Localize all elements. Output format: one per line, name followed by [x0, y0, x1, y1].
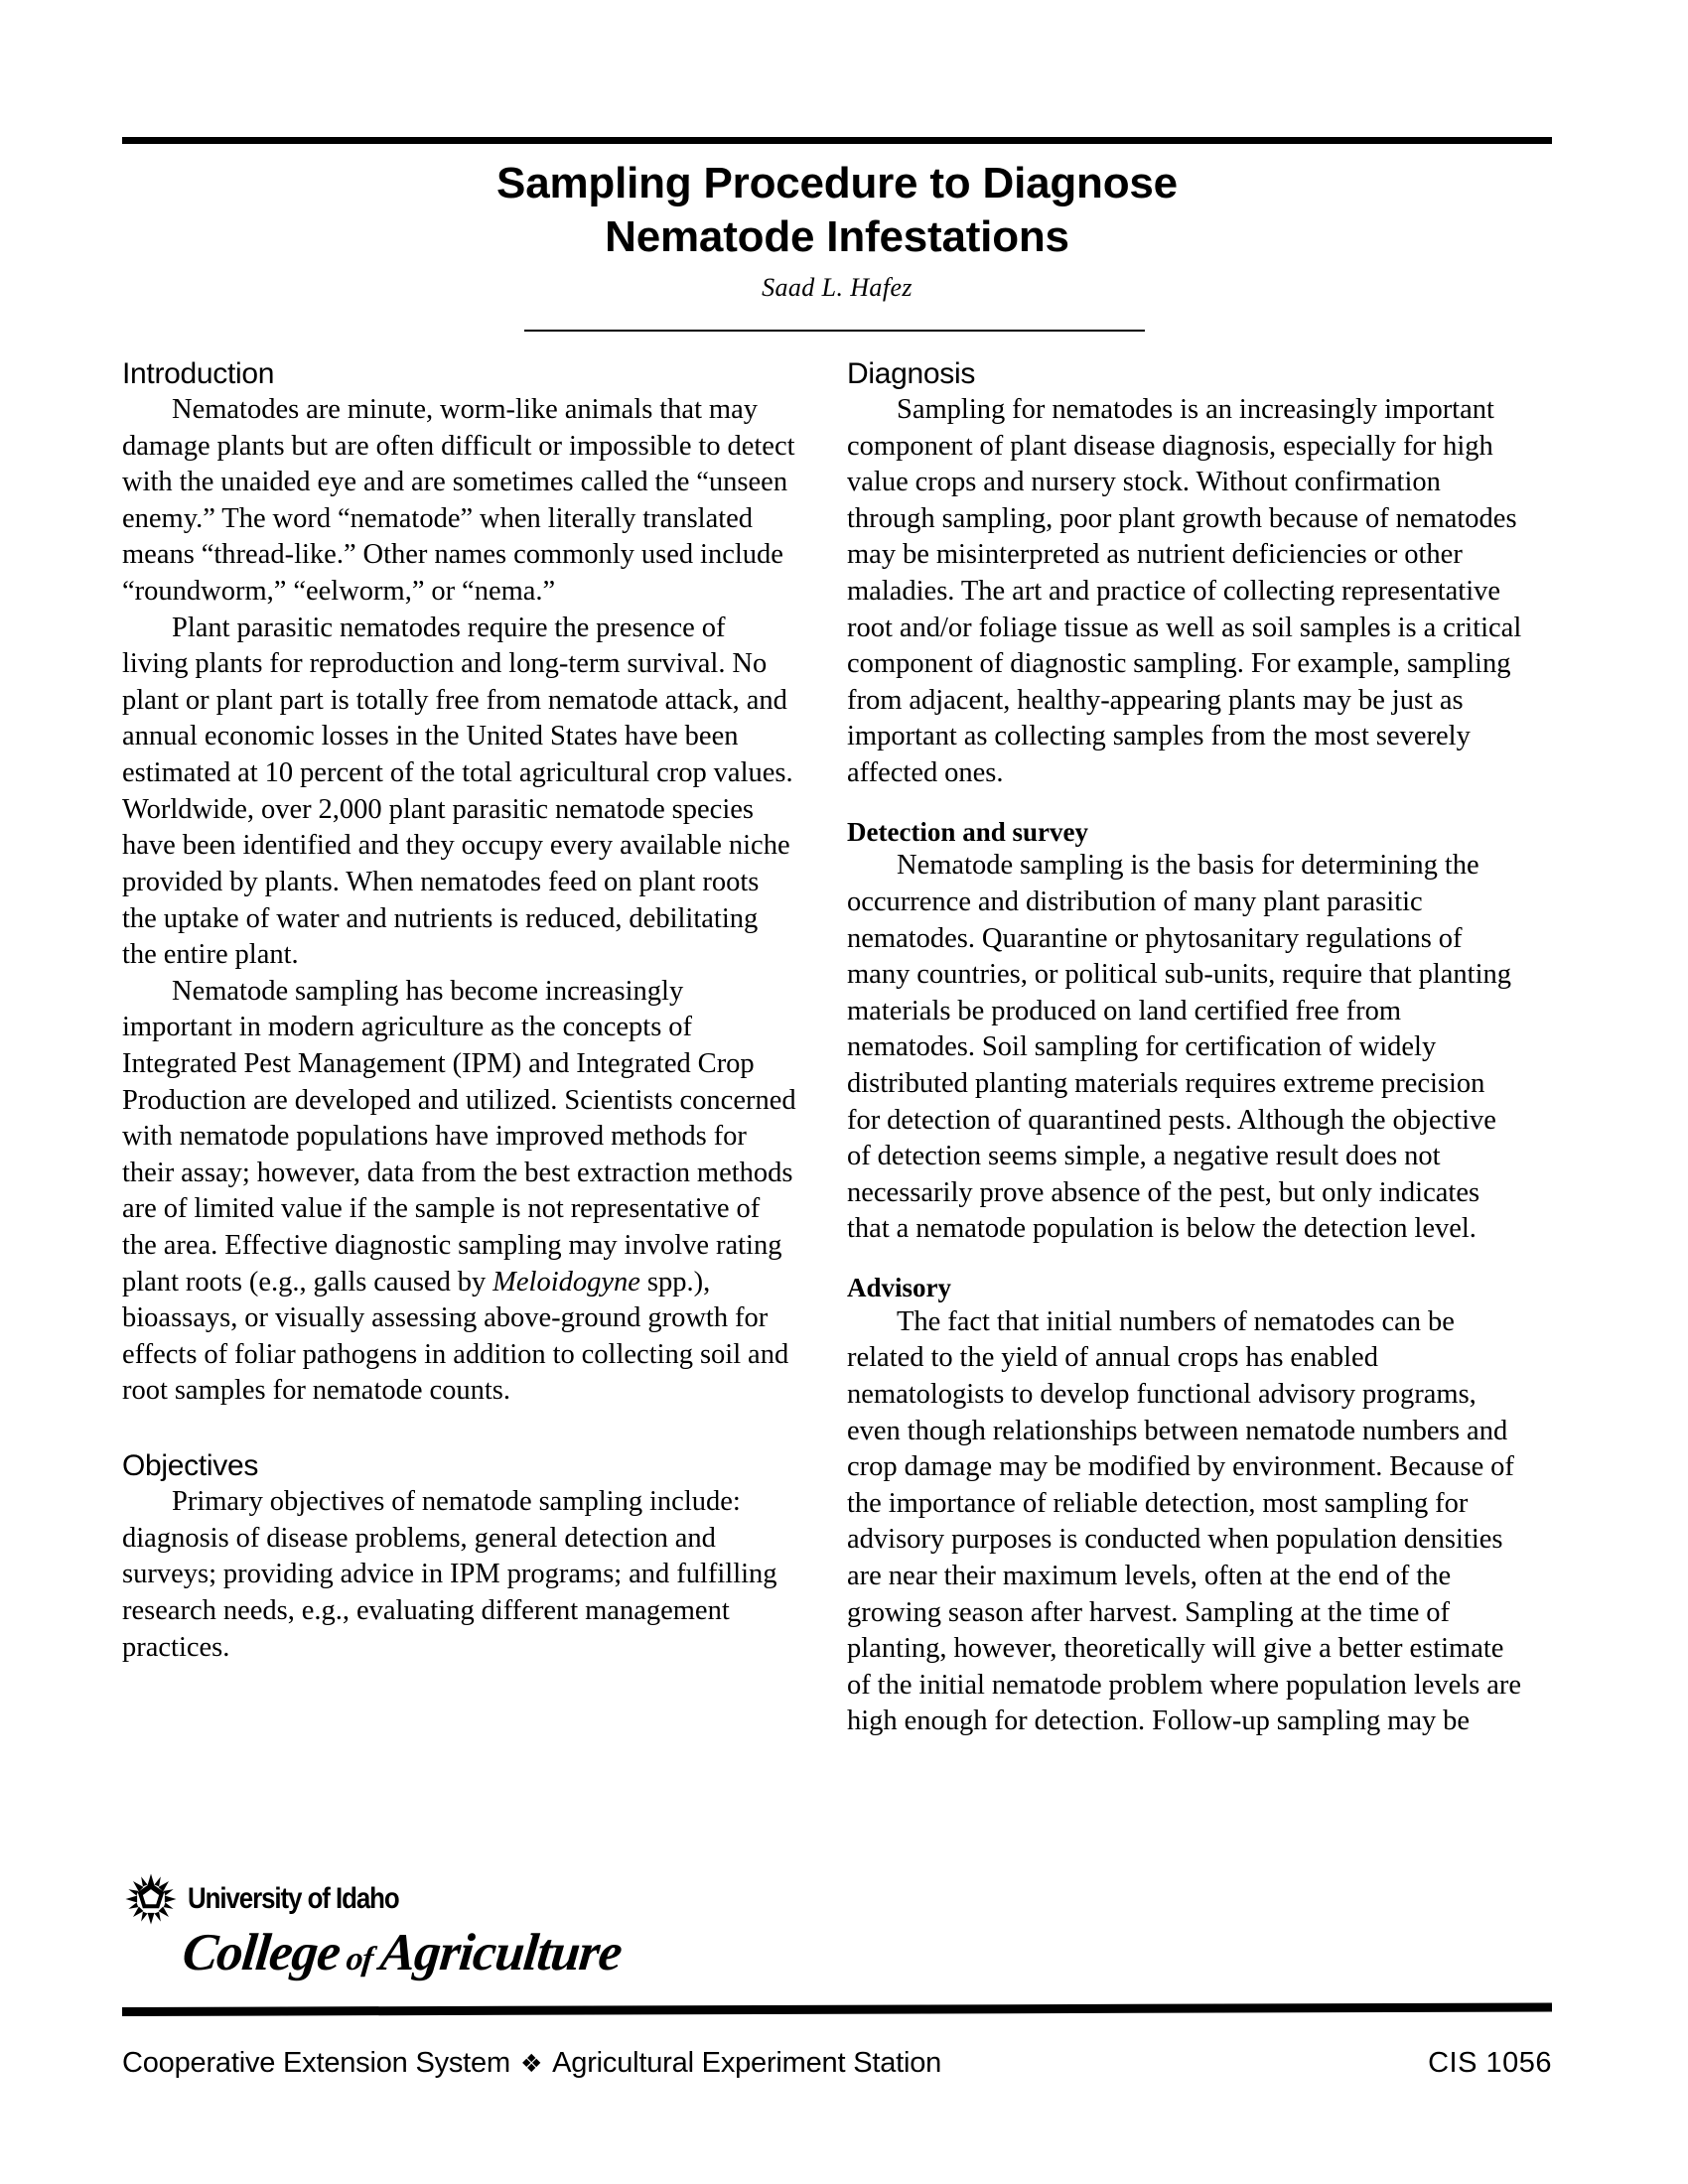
page-title-line-2: Nematode Infestations	[605, 211, 1069, 261]
sunburst-icon	[122, 1870, 180, 1928]
subsection-heading-advisory: Advisory	[847, 1273, 952, 1303]
advisory-paragraph-1: The fact that initial numbers of nematodes can be related to the yield of annual crops has enabled nematologists to develop functional advisory programs, even though relationships between nematode numbers and crop damage may be modified by environment. Because of the importance of reliable detection, most sampling for advisory purposes is conducted when population densities are near their maximum levels, often at the end of the growing season after harvest. Sampling at the time of planting, however, theoretically will give a better estimate of the initial nematode problem where population levels are high enough for detection. Follow-up sampling may be	[847, 1305, 1522, 1737]
logo-college-word-3: Agriculture	[377, 1924, 625, 1981]
diagnosis-paragraph-1: Sampling for nematodes is an increasingly important component of plant disease diagnosis, especially for high value crops and nursery stock. Without confirmation through sampling, poor plant growth because of nematodes may be misinterpreted as nutrient deficiencies or other maladies. The art and practice of collecting representative root and/or foliage tissue as well as soil samples is a critical component of diagnostic sampling. For example, sampling from adjacent, healthy-appearing plants may be just as important as collecting samples from the most severely affected ones.	[847, 394, 1522, 789]
footer-cooperative-extension-label: Cooperative Extension System	[122, 2047, 510, 2079]
section-heading-introduction: Introduction	[122, 357, 275, 390]
page-title-line-1: Sampling Procedure to Diagnose	[496, 159, 1178, 207]
detection-paragraph-1: Nematode sampling is the basis for determining the occurrence and distribution of many plant parasitic nematodes. Quarantine or phytosanitary regulations of many countries, or political sub-units, require that planting materials be produced on land certified free from nematodes. Soil sampling for certification of widely distributed planting materials requires extreme precision for detection of quarantined pests. Although the objective of detection seems simple, a negative result does not necessarily prove absence of the pest, but only indicates that a nematode population is below the detection level.	[847, 850, 1511, 1245]
logo-college-word-2: of	[337, 1941, 382, 1978]
introduction-paragraph-2: Plant parasitic nematodes require the presence of living plants for reproduction and long-term survival. No plant or plant part is totally free from nematode attack, and annual economic losses in the United States have been estimated at 10 percent of the total agricultural crop values. Worldwide, over 2,000 plant parasitic nematode species have been identified and they occupy every available niche provided by plants. When nematodes feed on plant roots the uptake of water and nutrients is reduced, debilitating the entire plant.	[122, 612, 793, 971]
title-block	[122, 157, 1552, 303]
footer-left-text	[122, 2047, 941, 2080]
logo-university-label: University of Idaho	[188, 1882, 399, 1915]
section-heading-objectives: Objectives	[122, 1449, 259, 1483]
right-column	[847, 357, 1522, 1740]
logo-college-word-1: College	[180, 1924, 344, 1981]
diamond-separator-icon: ❖	[519, 2050, 543, 2078]
left-column	[122, 357, 797, 1666]
header-top-rule	[122, 137, 1552, 144]
genus-name-meloidogyne: Meloidogyne	[492, 1266, 640, 1297]
publication-id: CIS 1056	[1428, 2047, 1552, 2079]
subsection-heading-detection-and-survey: Detection and survey	[847, 816, 1088, 847]
logo-top-row	[122, 1871, 638, 1927]
page-title	[122, 157, 1552, 263]
author-divider-rule	[524, 330, 1145, 332]
logo-college-label	[180, 1923, 644, 1982]
page-footer	[122, 2047, 1552, 2080]
footer-experiment-station-label: Agricultural Experiment Station	[552, 2047, 942, 2079]
introduction-paragraph-3-text-b: spp.), bioassays, or visually assessing above-ground growth for effects of foliar pathogens in addition to collecting soil and root samples for nematode counts.	[122, 1266, 789, 1407]
section-heading-diagnosis: Diagnosis	[847, 357, 976, 390]
introduction-paragraph-3-text-a: Nematode sampling has become increasingly important in modern agriculture as the concepts of Integrated Pest Management (IPM) and Integrated Crop Production are developed and utilized. Scientists concerned with nematode populations have improved methods for their assay; however, data from the best extraction methods are of limited value if the sample is not representative of the area. Effective diagnostic sampling may involve rating plant roots (e.g., galls caused by	[122, 975, 796, 1297]
introduction-paragraph-3	[122, 974, 797, 1410]
author-name: Saad L. Hafez	[762, 273, 913, 303]
university-logo	[122, 1871, 638, 2005]
body-columns	[122, 357, 1562, 1946]
objectives-paragraph-1: Primary objectives of nematode sampling include: diagnosis of disease problems, general detection and surveys; providing advice in IPM programs; and fulfilling research needs, e.g., evaluating different management practices.	[122, 1486, 777, 1663]
introduction-paragraph-1: Nematodes are minute, worm-like animals that may damage plants but are often difficult or impossible to detect with the unaided eye and are sometimes called the “unseen enemy.” The word “nematode” when literally translated means “thread-like.” Other names commonly used include “roundworm,” “eelworm,” or “nema.”	[122, 394, 795, 608]
